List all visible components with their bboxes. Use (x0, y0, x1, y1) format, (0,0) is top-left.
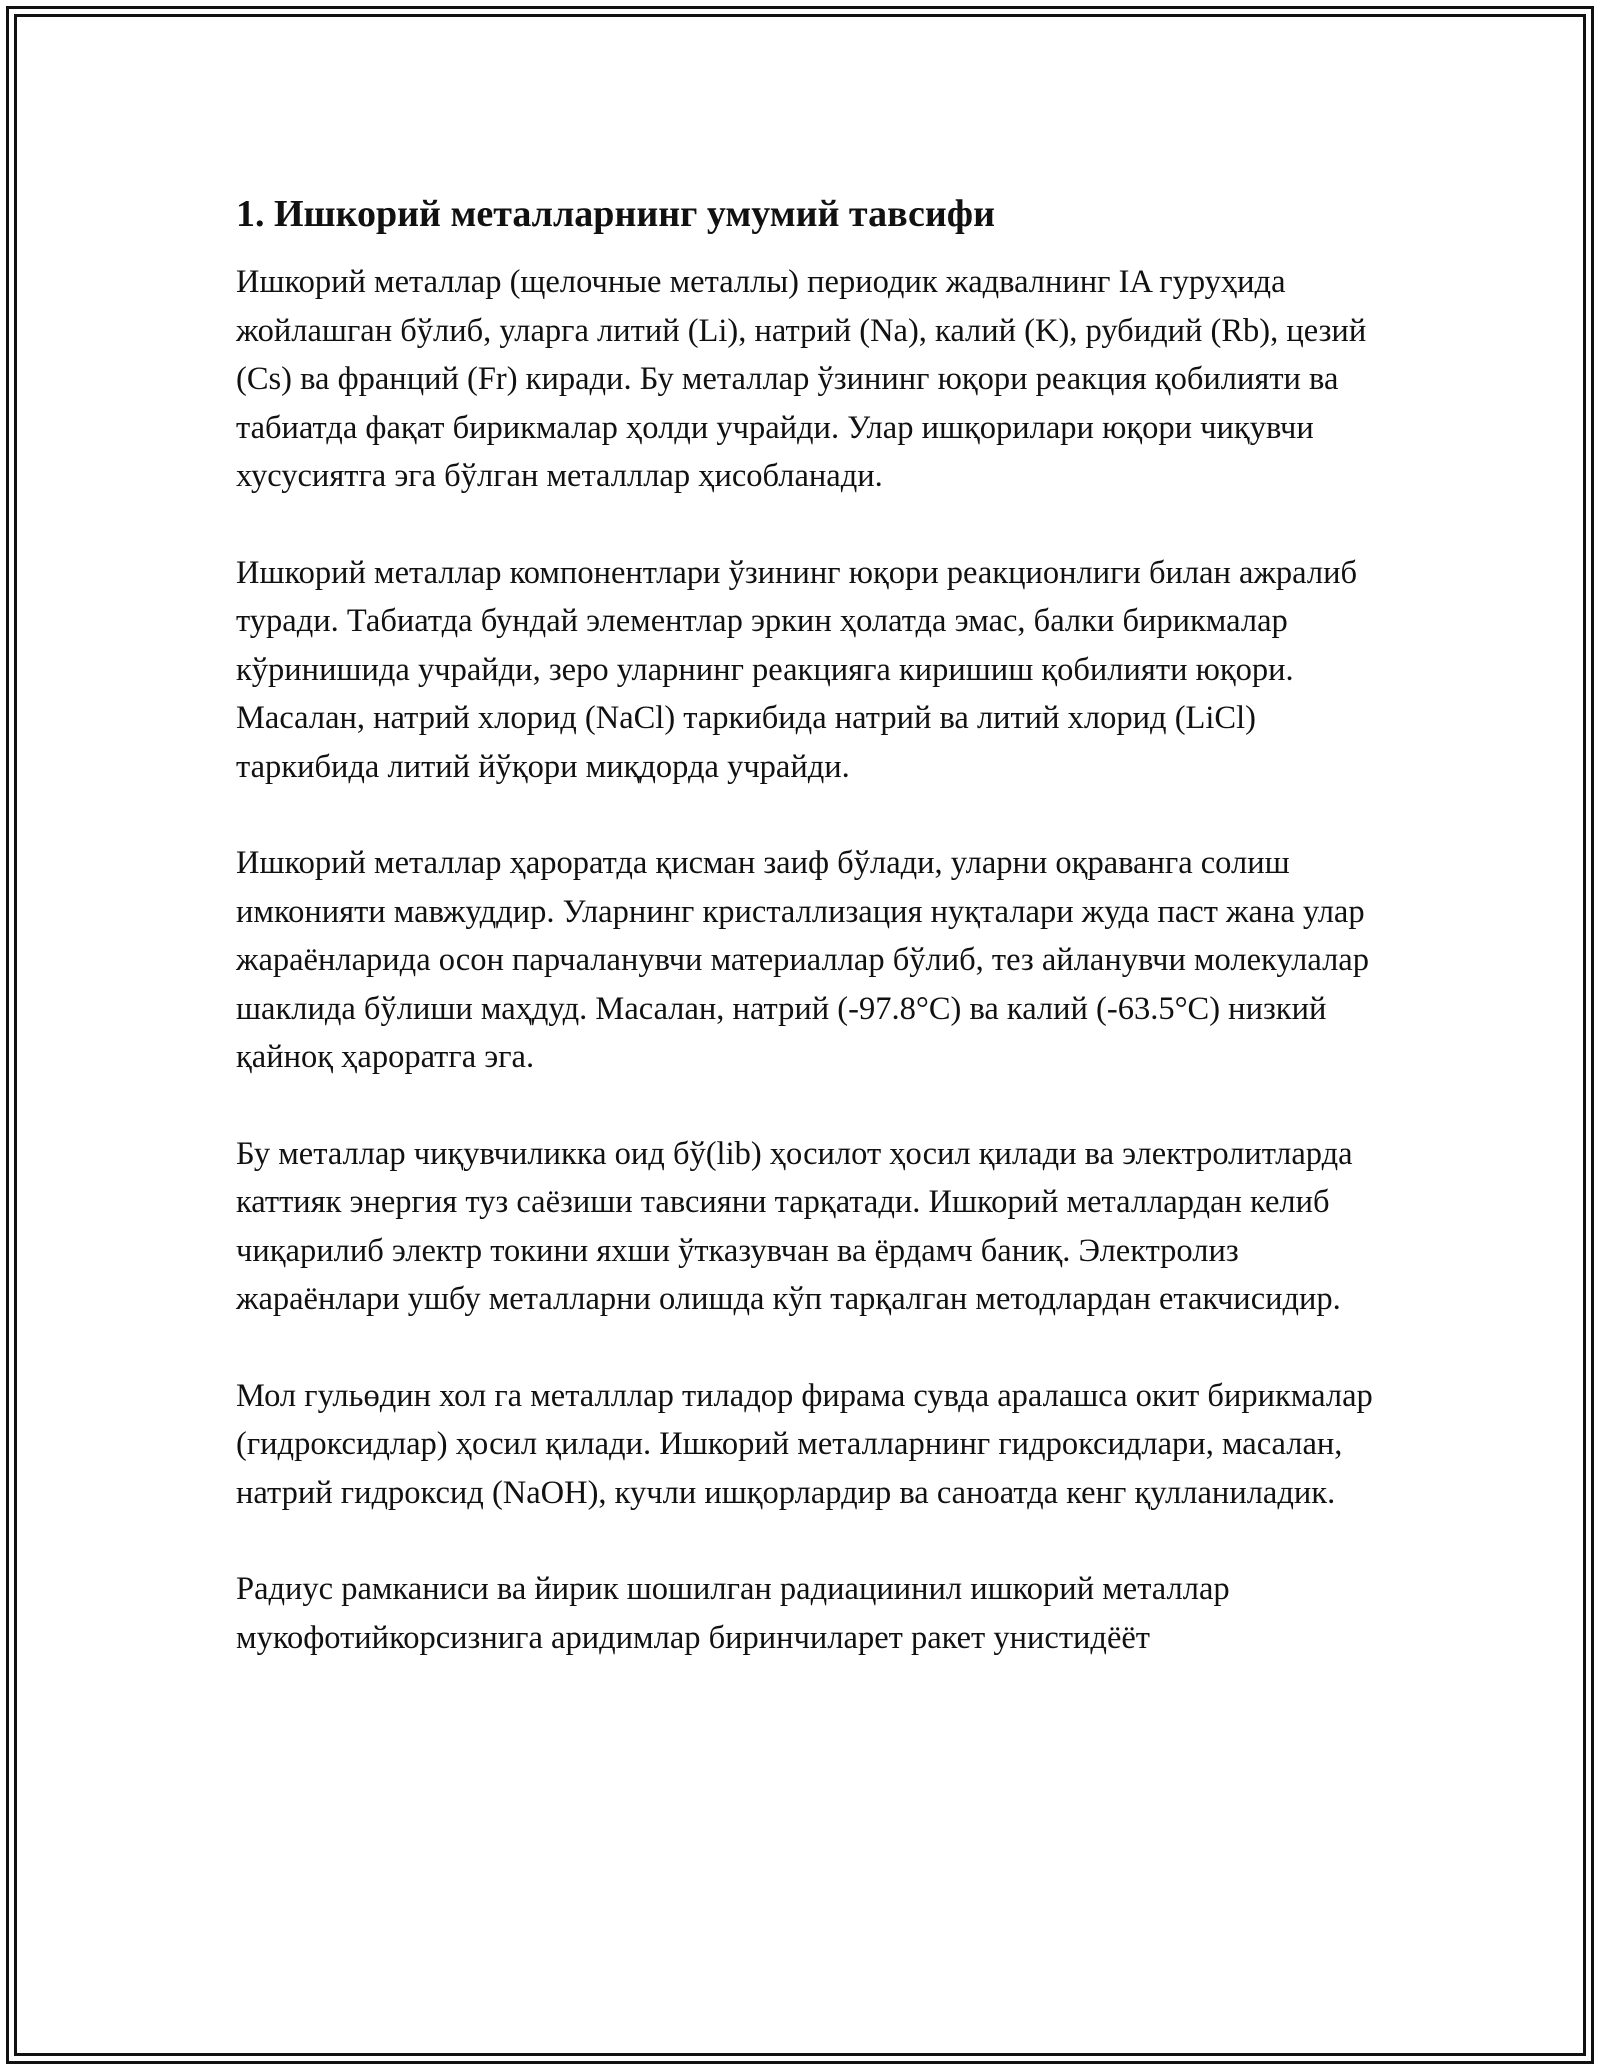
paragraph-5: Мол гульөдин хол га металллар тиладор фирама сувда аралашса окит бирикмалар (гидроксидлар) ҳосил қилади. Ишкорий металларнинг гидроксидлари, масалан, натрий гидроксид (NaOH), кучли ишқорлардир ва саноатда кенг қулланиладик. (236, 1377, 1373, 1511)
paragraph-1: Ишкорий металлар (щелочные металлы) периодик жадвалнинг IA гуруҳида жойлашган бўлиб, уларга литий (Li), натрий (Na), калий (K), рубидий (Rb), цезий (Cs) ва франций (Fr) киради. Бу металлар ўзининг юқори реакция қобилияти ва табиатда фақат бирикмалар ҳолди учрайди. Улар ишқорилари юқори чиқувчи хусусиятга эга бўлган металллар ҳисобланади. (236, 264, 1367, 494)
paragraph-3: Ишкорий металлар ҳароратда қисман заиф бўлади, уларни оқраванга солиш имконияти мавжуддир. Уларнинг кристаллизация нуқталари жуда паст жана улар жараёнларида осон парчаланувчи материаллар бўлиб, тез айланувчи молекулалар шаклида бўлиши маҳдуд. Масалан, натрий (-97.8°C) ва калий (-63.5°C) низкий қайноқ ҳароратга эга. (236, 845, 1369, 1075)
section-heading: 1. Ишкорий металларнинг умумий тавсифи (236, 193, 995, 235)
paragraph-4: Бу металлар чиқувчиликка оид бў(lib) ҳосилот ҳосил қилади ва электролитларда каттияк энергия туз саёзиши тавсияни тарқатади. Ишкорий металлардан келиб чиқарилиб электр токини яхши ўтказувчан ва ёрдамч баниқ. Электролиз жараёнлари ушбу металларни олишда кўп тарқалган методлардан етакчисидир. (236, 1135, 1353, 1317)
paragraph-6: Радиус рамканиси ва йирик шошилган радиациинил ишкорий металлар мукофотийкорсизнига аридимлар биринчиларет ракет унистидёёт (236, 1571, 1230, 1656)
document-body (236, 188, 1376, 1710)
paragraph-2: Ишкорий металлар компонентлари ўзининг юқори реакционлиги билан ажралиб туради. Табиатда бундай элементлар эркин ҳолатда эмас, балки бирикмалар кўринишида учрайди, зеро уларнинг реакцияга киришиш қобилияти юқори. Масалан, натрий хлорид (NaCl) таркибида натрий ва литий хлорид (LiCl) таркибида литий йўқори миқдорда учрайди. (236, 554, 1358, 785)
